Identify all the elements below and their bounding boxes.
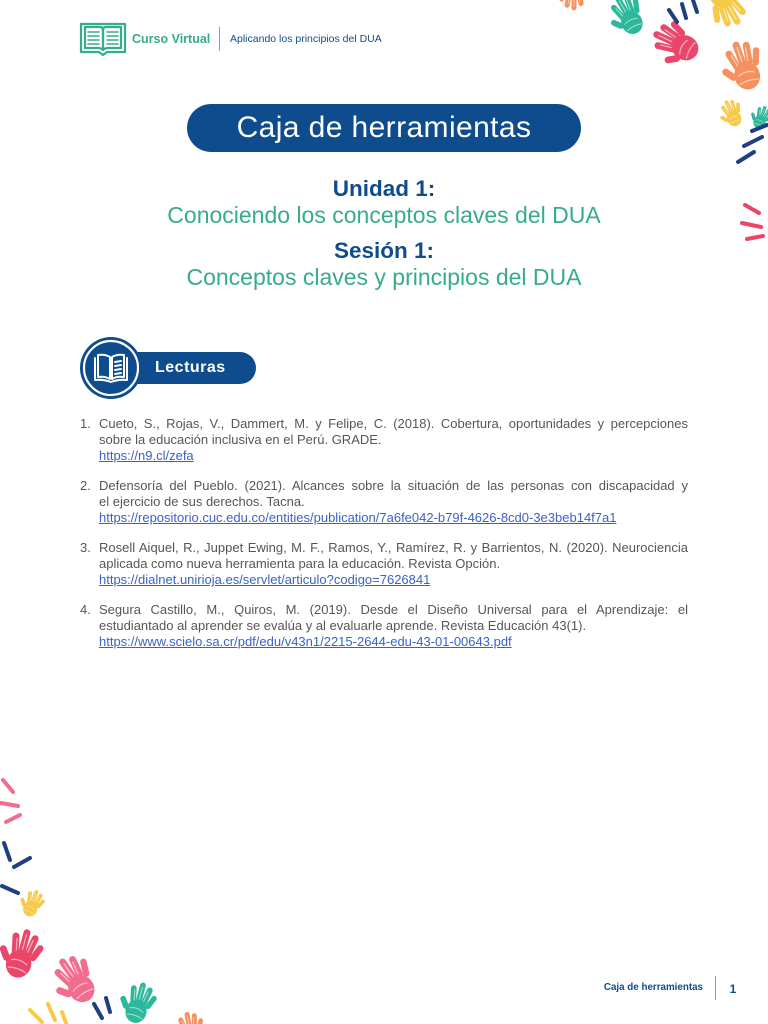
citation-line: estudiantado al aprender se evalúa y al evaluarle aprende. Revista Educación 43(1).: [99, 618, 587, 633]
handprint-icon: [714, 96, 748, 131]
citation-line: Cueto, S., Rojas, V., Dammert, M. y Felipe, C. (2018). Cobertura, oportunidades y percepciones: [99, 416, 688, 431]
handprint-icon: [15, 886, 48, 920]
handprint-icon: [170, 1009, 208, 1024]
list-item: [80, 602, 688, 650]
header-divider: [219, 27, 220, 51]
readings-list: [80, 416, 688, 664]
paint-stroke-decoration: [30, 1004, 66, 1023]
handprint-icon: [747, 102, 768, 132]
paint-stroke-decoration: [1, 780, 20, 822]
paint-stroke-decoration: [669, 0, 697, 22]
citation-line: aplicada como nueva herramienta para la educación. Revista Opción.: [99, 556, 501, 571]
reading-link[interactable]: https://www.scielo.sa.cr/pdf/edu/v43n1/2215-2644-edu-43-01-00643.pdf: [99, 634, 512, 649]
handprint-icon: [644, 15, 706, 75]
unit-title: Conociendo los conceptos claves del DUA: [167, 202, 601, 228]
item-number: 3.: [80, 540, 91, 555]
handprint-icon: [559, 0, 592, 10]
session-title: Conceptos claves y principios del DUA: [186, 264, 582, 290]
citation-line: Segura Castillo, M., Quiros, M. (2019). Desde el Diseño Universal para el Aprendizaje: el: [99, 602, 688, 617]
brand-name: Curso Virtual: [132, 32, 211, 46]
book-icon: [80, 337, 142, 399]
list-item: [80, 478, 688, 526]
handprint-icon: [713, 35, 768, 97]
item-number: 4.: [80, 602, 91, 617]
citation-line: Rosell Aiquel, R., Juppet Ewing, M. F., Ramos, Y., Ramírez, R. y Barrientos, N. (2020). Neurociencia: [99, 540, 688, 555]
list-item: [80, 540, 688, 588]
handprint-icon: [0, 923, 48, 982]
paint-stroke-decoration: [2, 843, 30, 893]
unit-label: Unidad 1:: [332, 176, 436, 201]
citation-line: Defensoría del Pueblo. (2021). Alcances sobre la situación de las personas con discapacidad y: [99, 478, 688, 493]
citation-line: sobre la educación inclusiva en el Perú. GRADE.: [99, 432, 382, 447]
handprint-icon: [697, 0, 759, 35]
handprint-icon: [114, 978, 161, 1024]
handprint-icon: [41, 947, 106, 1014]
open-book-icon: [79, 21, 127, 57]
paint-stroke-decoration: [94, 998, 110, 1018]
paint-stroke-decoration: [738, 125, 767, 162]
item-number: 2.: [80, 478, 91, 493]
list-item: [80, 416, 688, 464]
reading-link[interactable]: https://n9.cl/zefa: [99, 448, 194, 463]
citation-line: el ejercicio de sus derechos. Tacna.: [99, 494, 305, 509]
page-title: Caja de herramientas: [187, 104, 581, 152]
course-title: Aplicando los principios del DUA: [230, 33, 382, 45]
readings-heading: Lecturas: [155, 359, 226, 376]
session-label: Sesión 1:: [333, 238, 435, 263]
page-number: 1: [729, 982, 737, 996]
reading-link[interactable]: https://repositorio.cuc.edu.co/entities/publication/7a6fe042-b79f-4626-8cd0-3e3beb14f7a1: [99, 510, 617, 525]
handprint-icon: [600, 0, 653, 42]
footer-label: Caja de herramientas: [603, 982, 703, 993]
item-number: 1.: [80, 416, 91, 431]
footer-divider: [715, 976, 716, 1000]
reading-link[interactable]: https://dialnet.unirioja.es/servlet/articulo?codigo=7626841: [99, 572, 431, 587]
